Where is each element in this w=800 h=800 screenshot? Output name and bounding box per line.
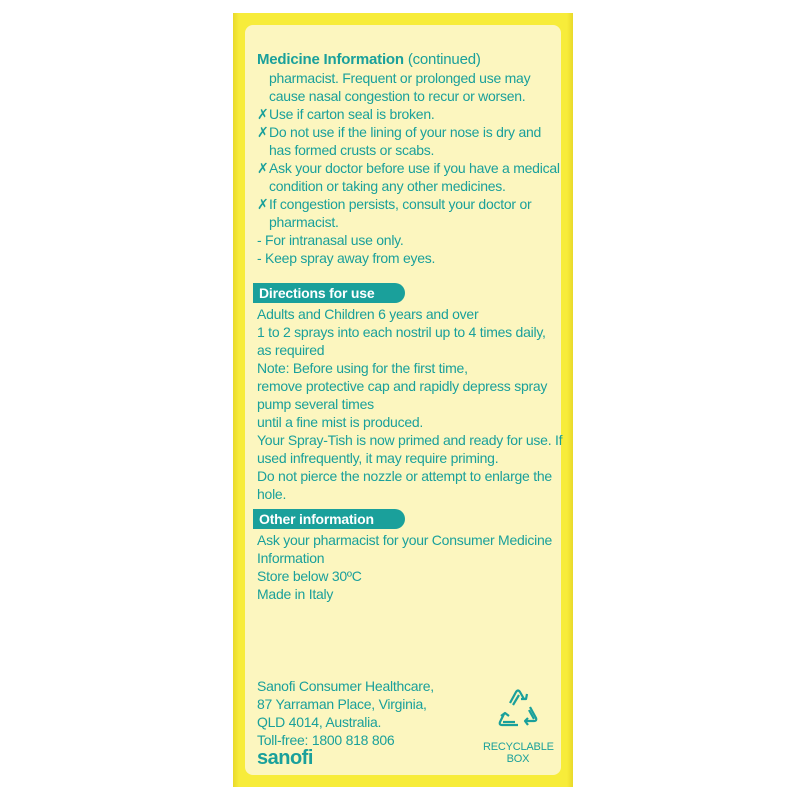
recyclable-label-line2: BOX: [506, 753, 530, 765]
directions-line: pump several times: [257, 396, 374, 412]
cross-mark-icon: ✗: [257, 124, 269, 140]
directions-line: until a fine mist is produced.: [257, 414, 424, 430]
warning-continued-line: pharmacist. Frequent or prolonged use may: [269, 70, 531, 86]
directions-line: Adults and Children 6 years and over: [257, 306, 479, 322]
recyclable-box-badge: [483, 683, 553, 765]
recyclable-label-line1: RECYCLABLE: [483, 741, 554, 753]
directions-line: Your Spray-Tish is now primed and ready for use. If: [257, 432, 563, 448]
usage-note: - For intranasal use only.: [257, 232, 404, 248]
warnings-list: [257, 69, 560, 267]
recycle-icon: [490, 683, 546, 735]
other-info-line: Information: [257, 550, 325, 566]
medicine-information-heading: [257, 51, 481, 69]
heading-title: Medicine Information: [257, 51, 404, 68]
cross-mark-icon: ✗: [257, 160, 269, 176]
warning-text-cont: condition or taking any other medicines.: [269, 178, 506, 194]
address-line: QLD 4014, Australia.: [257, 714, 382, 730]
sanofi-logo: sanofi: [257, 747, 313, 769]
other-info-line: Ask your pharmacist for your Consumer Medicine: [257, 532, 553, 548]
warning-item: [257, 195, 555, 213]
recyclable-label: [483, 741, 553, 765]
warning-text-cont: has formed crusts or scabs.: [269, 142, 435, 158]
warning-text-cont: pharmacist.: [269, 214, 339, 230]
warning-text: Use if carton seal is broken.: [269, 106, 435, 122]
directions-line: as required: [257, 342, 325, 358]
warning-text: Do not use if the lining of your nose is dry and: [269, 124, 542, 140]
directions-line: hole.: [257, 486, 287, 502]
carton-fold-left: [233, 13, 239, 787]
cross-mark-icon: ✗: [257, 196, 269, 212]
carton-fold-right: [567, 13, 573, 787]
manufacturer-address: [257, 677, 457, 749]
address-line: 87 Yarraman Place, Virginia,: [257, 696, 427, 712]
other-info-line: Made in Italy: [257, 586, 334, 602]
directions-heading: Directions for use: [253, 283, 405, 303]
warning-text: Ask your doctor before use if you have a medical: [269, 160, 560, 176]
information-panel: [245, 25, 561, 775]
directions-line: Note: Before using for the first time,: [257, 360, 468, 376]
directions-line: remove protective cap and rapidly depress spray: [257, 378, 548, 394]
warning-item: [257, 123, 555, 141]
toll-free-number: Toll-free: 1800 818 806: [257, 732, 395, 748]
warning-text: If congestion persists, consult your doctor or: [269, 196, 532, 212]
directions-line: 1 to 2 sprays into each nostril up to 4 times daily,: [257, 324, 546, 340]
warning-item: [257, 159, 560, 177]
directions-line: used infrequently, it may require priming.: [257, 450, 499, 466]
warning-continued-line: cause nasal congestion to recur or worsen.: [269, 88, 526, 104]
other-information-text: [257, 531, 555, 603]
other-info-line: Store below 30ºC: [257, 568, 362, 584]
carton-back-panel: [233, 13, 573, 787]
cross-mark-icon: ✗: [257, 106, 269, 122]
warning-item: [257, 105, 555, 123]
address-line: Sanofi Consumer Healthcare,: [257, 678, 434, 694]
directions-line: Do not pierce the nozzle or attempt to enlarge the: [257, 468, 552, 484]
other-information-heading: Other information: [253, 509, 405, 529]
usage-note: - Keep spray away from eyes.: [257, 250, 436, 266]
directions-text: [257, 305, 563, 503]
heading-suffix: (continued): [407, 51, 481, 68]
